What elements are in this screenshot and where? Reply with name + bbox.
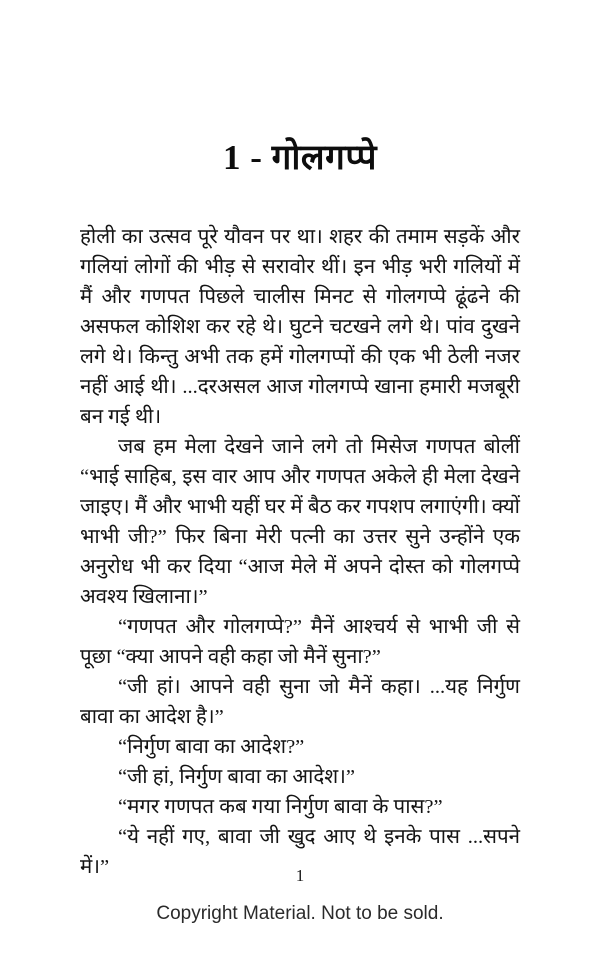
paragraph-opening: होली का उत्सव पूरे यौवन पर था। शहर की तमाम सड़कें और गलियां लोगों की भीड़ से सरावोर थीं। इन भीड़ भरी गलियों में मैं और गणपत पिछले चालीस मिनट से गोलगप्पे ढूंढने की असफल कोशिश कर रहे थे। घुटने चटखने लगे थे। पांव दुखने लगे थे। किन्तु अभी तक हमें गोलगप्पों की एक भी ठेली नजर नहीं आई थी। ...दरअसल आज गोलगप्पे खाना हमारी मजबूरी बन गई थी।	[80, 226, 520, 428]
dialogue-aadesh-question: “निर्गुण बावा का आदेश?”	[118, 736, 305, 758]
story-text-block	[80, 222, 520, 882]
chapter-title: 1 - गोलगप्पे	[222, 138, 378, 177]
dialogue-sapne-mein-reply: “ये नहीं गए, बावा जी खुद आए थे इनके पास ...सपने में।”	[80, 826, 520, 878]
dialogue-aadesh-confirm: “जी हां, निर्गुण बावा का आदेश।”	[118, 766, 356, 788]
dialogue-ganpat-golgappe-question: “गणपत और गोलगप्पे?” मैनें आश्चर्य से भाभी जी से पूछा “क्या आपने वही कहा जो मैनें सुना?”	[80, 616, 520, 668]
paragraph-mela: जब हम मेला देखने जाने लगे तो मिसेज गणपत बोलीं “भाई साहिब, इस वार आप और गणपत अकेले ही मेला देखने जाइए। मैं और भाभी यहीं घर में बैठ कर गपशप लगाएंगी। क्यों भाभी जी?” फिर बिना मेरी पत्नी का उत्तर सुने उन्होंने एक अनुरोध भी कर दिया “आज मेले में अपने दोस्त को गोलगप्पे अवश्य खिलाना।”	[80, 436, 520, 608]
dialogue-kab-gaya-question: “मगर गणपत कब गया निर्गुण बावा के पास?”	[118, 796, 443, 818]
dialogue-nirgun-bawa-reply: “जी हां। आपने वही सुना जो मैनें कहा। ...यह निर्गुण बावा का आदेश है।”	[80, 676, 520, 728]
copyright-notice: Copyright Material. Not to be sold.	[156, 903, 444, 924]
page-number: 1	[295, 866, 305, 885]
